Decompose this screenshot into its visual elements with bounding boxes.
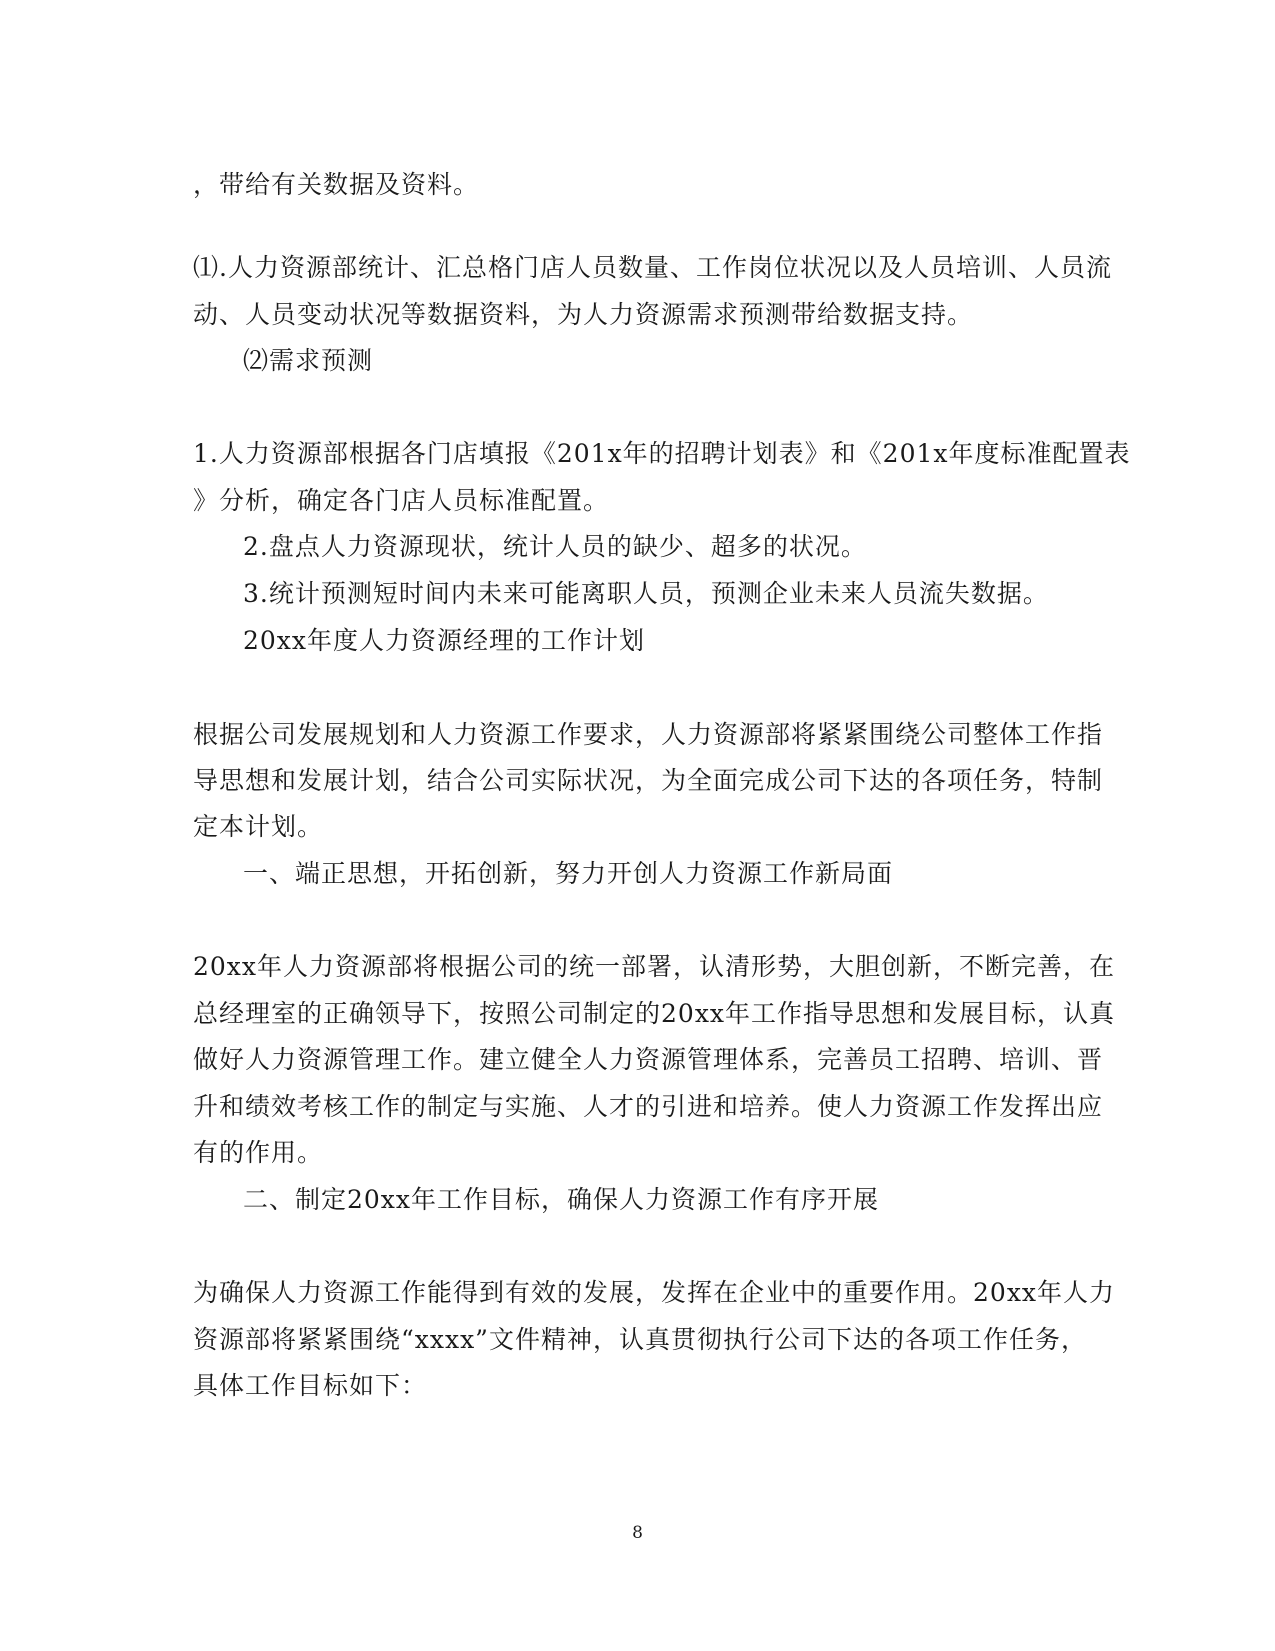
text-line: 导思想和发展计划，结合公司实际状况，为全面完成公司下达的各项任务，特制: [193, 766, 1104, 795]
text-line: ⑴.人力资源部统计、汇总格门店人员数量、工作岗位状况以及人员培训、人员流: [193, 253, 1112, 282]
text-line: 》分析，确定各门店人员标准配置。: [193, 486, 610, 515]
text-line: 根据公司发展规划和人力资源工作要求，人力资源部将紧紧围绕公司整体工作指: [193, 720, 1104, 749]
section-heading: 20xx年度人力资源经理的工作计划: [243, 626, 646, 655]
text-line: ，带给有关数据及资料。: [193, 170, 480, 199]
text-line: 有的作用。: [193, 1138, 324, 1167]
text-line: 升和绩效考核工作的制定与实施、人才的引进和培养。使人力资源工作发挥出应: [193, 1092, 1104, 1121]
text-line: 资源部将紧紧围绕“xxxx”文件精神，认真贯彻执行公司下达的各项工作任务，: [193, 1325, 1087, 1354]
text-line: 3.统计预测短时间内未来可能离职人员，预测企业未来人员流失数据。: [243, 579, 1049, 608]
section-heading: 一、端正思想，开拓创新，努力开创人力资源工作新局面: [243, 859, 894, 888]
text-line: 动、人员变动状况等数据资料，为人力资源需求预测带给数据支持。: [193, 300, 974, 329]
page-number: 8: [632, 1523, 643, 1543]
text-line: 20xx年人力资源部将根据公司的统一部署，认清形势，大胆创新，不断完善，在: [193, 952, 1116, 981]
text-line: 定本计划。: [193, 812, 324, 841]
text-line: 1.人力资源部根据各门店填报《201x年的招聘计划表》和《201x年度标准配置表: [193, 439, 1131, 468]
section-heading: 二、制定20xx年工作目标，确保人力资源工作有序开展: [243, 1185, 880, 1214]
text-line: 为确保人力资源工作能得到有效的发展，发挥在企业中的重要作用。20xx年人力: [193, 1278, 1116, 1307]
text-line: 具体工作目标如下：: [193, 1371, 428, 1400]
text-line: 做好人力资源管理工作。建立健全人力资源管理体系，完善员工招聘、培训、晋: [193, 1045, 1104, 1074]
text-line: 2.盘点人力资源现状，统计人员的缺少、超多的状况。: [243, 532, 867, 561]
text-line: 总经理室的正确领导下，按照公司制定的20xx年工作指导思想和发展目标，认真: [193, 999, 1116, 1028]
text-line: ⑵需求预测: [243, 346, 374, 375]
